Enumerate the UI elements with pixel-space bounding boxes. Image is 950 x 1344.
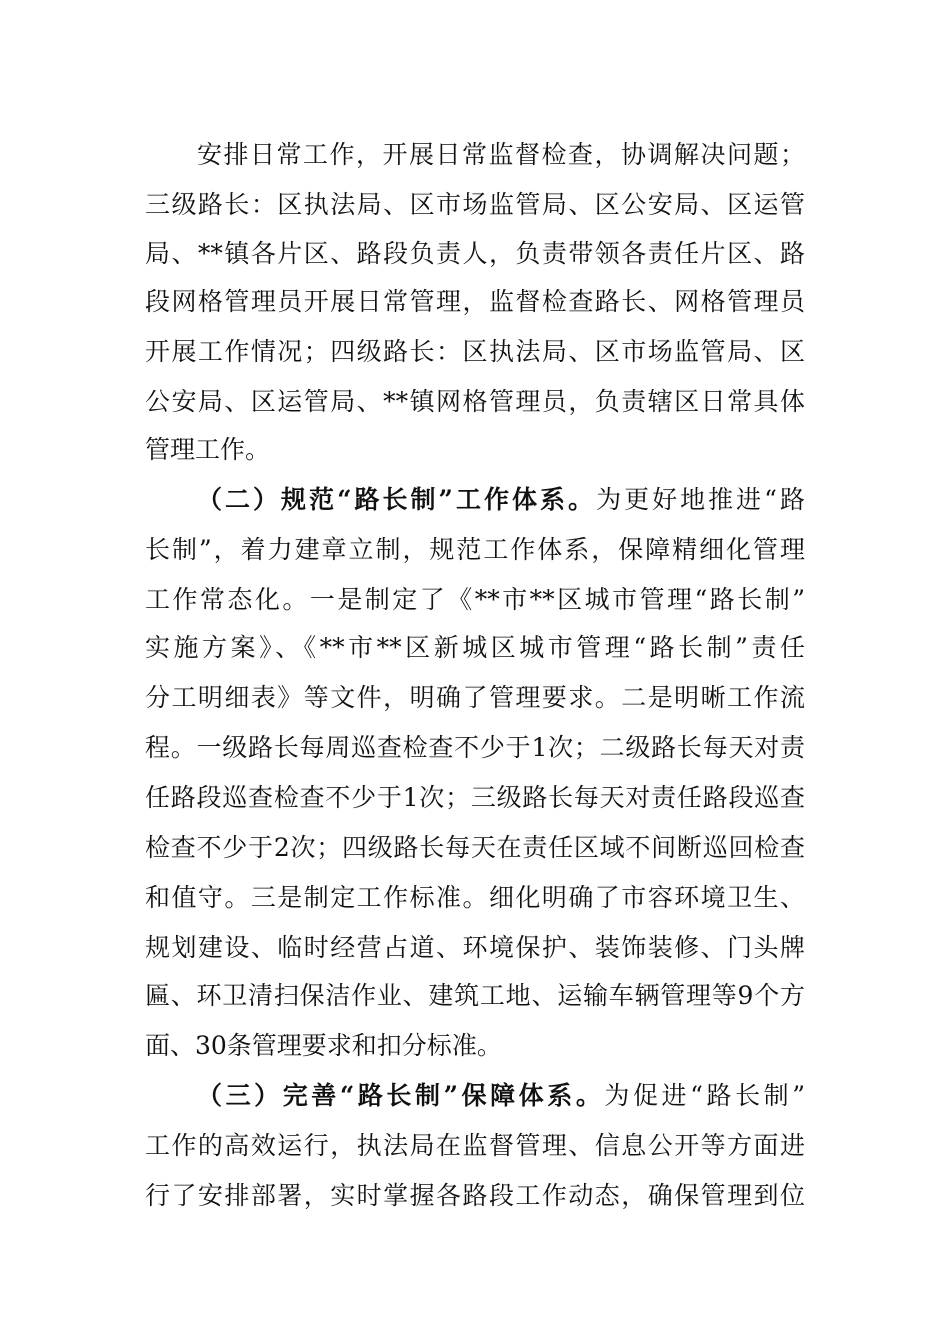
- text-line: 段网格管理员开展日常管理，监督检查路长、网格管理员: [145, 287, 805, 316]
- text-line: 管理工作。: [145, 435, 271, 464]
- text-line: 公安局、区运管局、**镇网格管理员，负责辖区日常具体: [145, 387, 805, 416]
- section-heading-line: [197, 1081, 805, 1111]
- text-line: 分工明细表》等文件，明确了管理要求。二是明晰工作流: [145, 683, 805, 712]
- section-heading: （二）规范“路长制”工作体系。: [197, 485, 597, 514]
- text-line: 实施方案》、《**市**区新城区城市管理“路长制”责任: [145, 633, 805, 662]
- text-line: 规划建设、临时经营占道、环境保护、装饰装修、门头牌: [145, 933, 805, 962]
- text-line: 行了安排部署，实时掌握各路段工作动态，确保管理到位: [145, 1181, 805, 1210]
- text-line: 任路段巡查检查不少于1次；三级路长每天对责任路段巡查: [145, 783, 805, 812]
- text-segment: 为促进“路长制”: [604, 1081, 806, 1110]
- text-line: 长制”，着力建章立制，规范工作体系，保障精细化管理: [145, 535, 805, 564]
- text-line: 检查不少于2次；四级路长每天在责任区域不间断巡回检查: [145, 833, 805, 862]
- text-segment: 为更好地推进“路: [596, 485, 805, 514]
- text-line: 局、**镇各片区、路段负责人，负责带领各责任片区、路: [145, 239, 805, 268]
- text-line: 工作常态化。一是制定了《**市**区城市管理“路长制”: [145, 585, 805, 614]
- text-line: 安排日常工作，开展日常监督检查，协调解决问题；: [197, 140, 805, 169]
- text-line: 和值守。三是制定工作标准。细化明确了市容环境卫生、: [145, 883, 805, 912]
- text-line: 三级路长：区执法局、区市场监管局、区公安局、区运管: [145, 190, 805, 219]
- text-line: 开展工作情况；四级路长：区执法局、区市场监管局、区: [145, 337, 805, 366]
- text-line: 程。一级路长每周巡查检查不少于1次；二级路长每天对责: [145, 733, 805, 762]
- text-line: 工作的高效运行，执法局在监督管理、信息公开等方面进: [145, 1131, 805, 1160]
- text-line: 面、30条管理要求和扣分标准。: [145, 1031, 502, 1060]
- section-heading: （三）完善“路长制”保障体系。: [197, 1081, 605, 1110]
- text-line: 匾、环卫清扫保洁作业、建筑工地、运输车辆管理等9个方: [145, 981, 805, 1010]
- section-heading-line: [197, 485, 805, 515]
